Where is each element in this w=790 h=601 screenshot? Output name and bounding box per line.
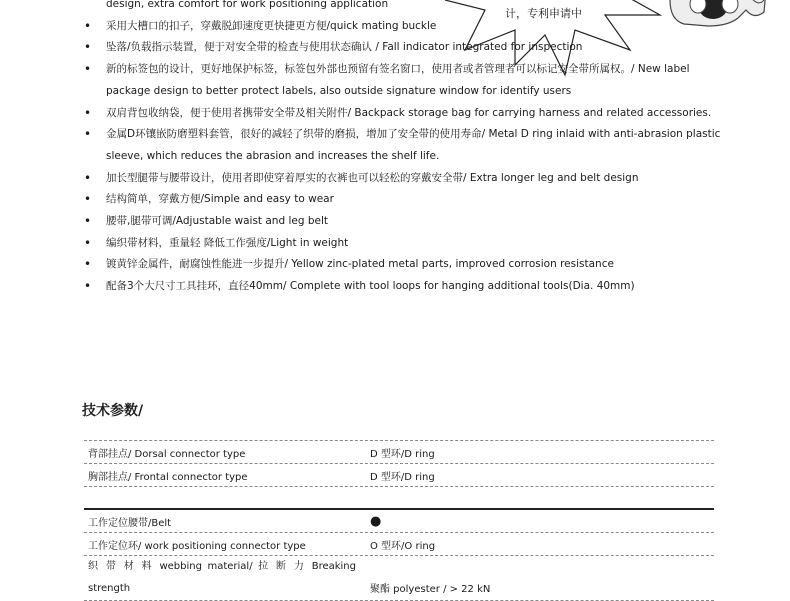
feature-bullet-list [84, 0, 724, 298]
table-row [84, 441, 714, 464]
starburst-text: 计，专利申请中 [505, 7, 582, 20]
spec-table-positioning [84, 508, 714, 601]
list-item: design, extra comfort for work positioning application [106, 0, 389, 10]
spec-value: D 型环/D ring [370, 449, 435, 460]
table-row [84, 533, 714, 556]
list-item: • 镀黄锌金属件，耐腐蚀性能进一步提升/ Yellow zinc-plated metal parts, improved corrosion resistance [84, 257, 614, 272]
spec-label: 工作定位腰带/Belt [88, 518, 172, 529]
list-item: • 加长型腿带与腰带设计，使用者即使穿着厚实的衣裤也可以轻松的穿戴安全带/ Extra longer leg and belt design [84, 170, 639, 185]
spec-table-connectors [84, 440, 714, 487]
spec-value: D 型环/D ring [370, 472, 435, 483]
list-item: • 编织带材料，重量轻 降低工作强度/Light in weight [84, 235, 349, 250]
list-item: • 结构简单，穿戴方便/Simple and easy to wear [84, 192, 334, 207]
list-item: • 双肩背包收纳袋，便于使用者携带安全带及相关附件/ Backpack storage bag for carrying harness and related accessories. [84, 105, 712, 120]
list-item: • 腰带,腿带可调/Adjustable waist and leg belt [84, 214, 329, 229]
table-row [84, 510, 714, 533]
list-item: • 金属D环镶嵌防磨塑料套管，很好的减轻了织带的磨损，增加了安全带的使用寿命/ Metal D ring inlaid with anti-abrasion plastic sleeve, which reduces the abrasion and increases the shelf life. [84, 127, 721, 162]
list-item: • 采用大槽口的扣子，穿戴脱卸速度更快捷更方便/quick mating buckle [84, 18, 437, 33]
section-title: 技术参数/ [82, 403, 144, 419]
spec-value: 聚酯 polyester / > 22 kN [370, 584, 491, 595]
spec-label: 工作定位环/ work positioning connector type [88, 541, 306, 552]
spec-value: O 型环/O ring [370, 541, 436, 552]
list-item: • 新的标签包的设计，更好地保护标签，标签包外部也预留有签名窗口，使用者或者管理者可以标记安全带所属权。/ New label package design to better protect labels, also outside signature window for identify users [84, 62, 690, 97]
spec-value: ● [370, 514, 382, 529]
list-item: • 坠落/负载指示装置，便于对安全带的检查与使用状态确认 / Fall indicator integrated for inspection [84, 40, 583, 55]
spec-label: 胸部挂点/ Frontal connector type [88, 472, 248, 483]
table-row [84, 464, 714, 487]
spec-label: 背部挂点/ Dorsal connector type [88, 449, 246, 460]
spec-label: 织 带 材 料 webbing material/ 拉 断 力 Breaking strength [88, 561, 356, 594]
list-item: • 配备3个大尺寸工具挂环，直径40mm/ Complete with tool loops for hanging additional tools(Dia. 40mm) [84, 279, 635, 294]
table-row [84, 556, 714, 601]
